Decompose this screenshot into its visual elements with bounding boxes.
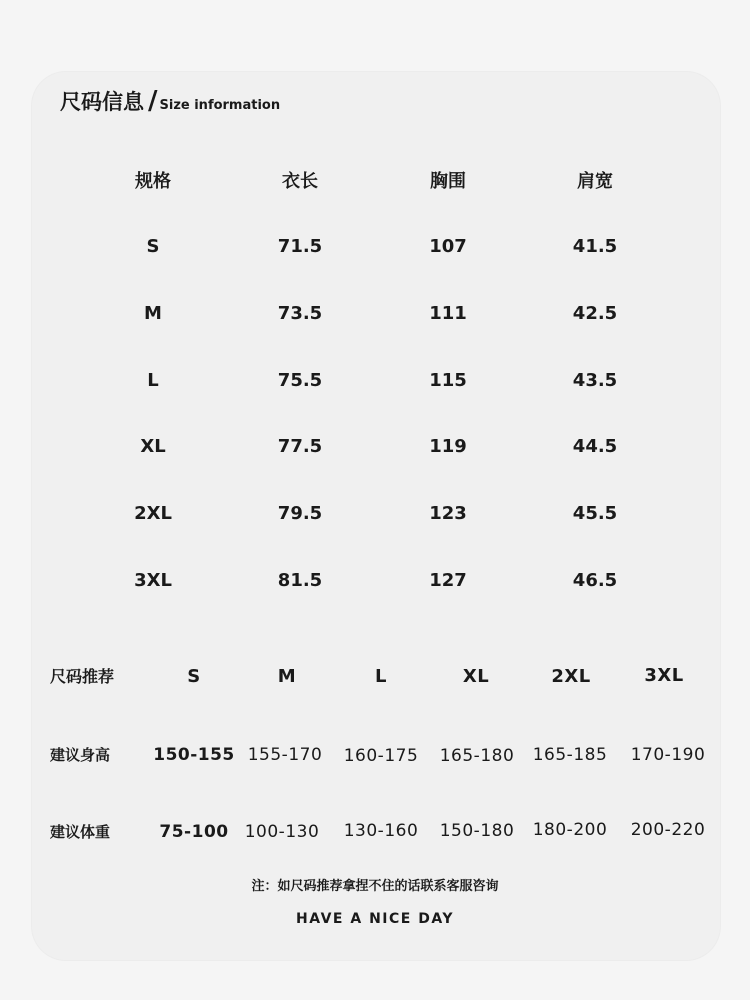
table-cell: 3XL (134, 570, 172, 591)
recommend-height: 160-175 (343, 746, 419, 766)
table-cell: M (144, 303, 162, 324)
table-cell: 107 (429, 236, 467, 257)
table-cell: 115 (429, 370, 467, 391)
recommend-weight: 180-200 (532, 820, 608, 840)
table-cell: 43.5 (572, 370, 618, 391)
table-cell: 45.5 (572, 503, 618, 524)
recommend-weight: 200-220 (630, 820, 706, 840)
recommend-size: 3XL (644, 665, 684, 686)
table-cell: 2XL (134, 503, 172, 524)
recommend-weight-label: 建议体重 (50, 823, 111, 841)
recommend-size: XL (462, 666, 490, 687)
recommend-weight: 150-180 (439, 821, 515, 841)
title-slash: / (148, 86, 158, 116)
title-cn: 尺码信息 (60, 90, 144, 114)
recommend-weight: 100-130 (244, 822, 320, 842)
recommend-size-label: 尺码推荐 (50, 667, 115, 686)
sizing-note: 注：如尺码推荐拿捏不住的话联系客服咨询 (251, 879, 499, 894)
table-cell: 44.5 (572, 436, 618, 457)
table-cell: 75.5 (277, 370, 323, 391)
recommend-height: 165-180 (439, 746, 515, 766)
table-cell: 41.5 (572, 236, 618, 257)
recommend-height: 170-190 (630, 745, 706, 765)
recommend-size: L (375, 666, 387, 687)
table-header-length: 衣长 (282, 171, 318, 192)
table-cell: 127 (429, 570, 467, 591)
table-header-chest: 胸围 (430, 171, 466, 192)
recommend-height-label: 建议身高 (50, 746, 111, 764)
table-cell: 81.5 (277, 570, 323, 591)
table-header-shoulder: 肩宽 (577, 171, 613, 192)
recommend-weight: 130-160 (343, 821, 419, 841)
recommend-size: M (277, 666, 297, 687)
table-header-spec: 规格 (135, 171, 171, 192)
table-cell: 77.5 (277, 436, 323, 457)
page-title (60, 86, 280, 116)
table-cell: 71.5 (277, 236, 323, 257)
recommend-height: 150-155 (153, 745, 235, 765)
title-en: Size information (159, 98, 281, 113)
table-cell: 123 (429, 503, 467, 524)
recommend-size: S (187, 666, 201, 687)
table-cell: 119 (429, 436, 467, 457)
table-cell: S (146, 236, 160, 257)
table-cell: 42.5 (572, 303, 618, 324)
table-cell: 73.5 (277, 303, 323, 324)
recommend-height: 165-185 (532, 745, 608, 765)
table-cell: XL (140, 436, 166, 457)
table-cell: 79.5 (277, 503, 323, 524)
recommend-weight: 75-100 (159, 822, 229, 842)
recommend-height: 155-170 (247, 745, 323, 765)
table-cell: 111 (429, 303, 467, 324)
recommend-size: 2XL (551, 666, 591, 687)
table-cell: L (147, 370, 159, 391)
table-cell: 46.5 (572, 570, 618, 591)
tagline: HAVE A NICE DAY (296, 911, 454, 927)
